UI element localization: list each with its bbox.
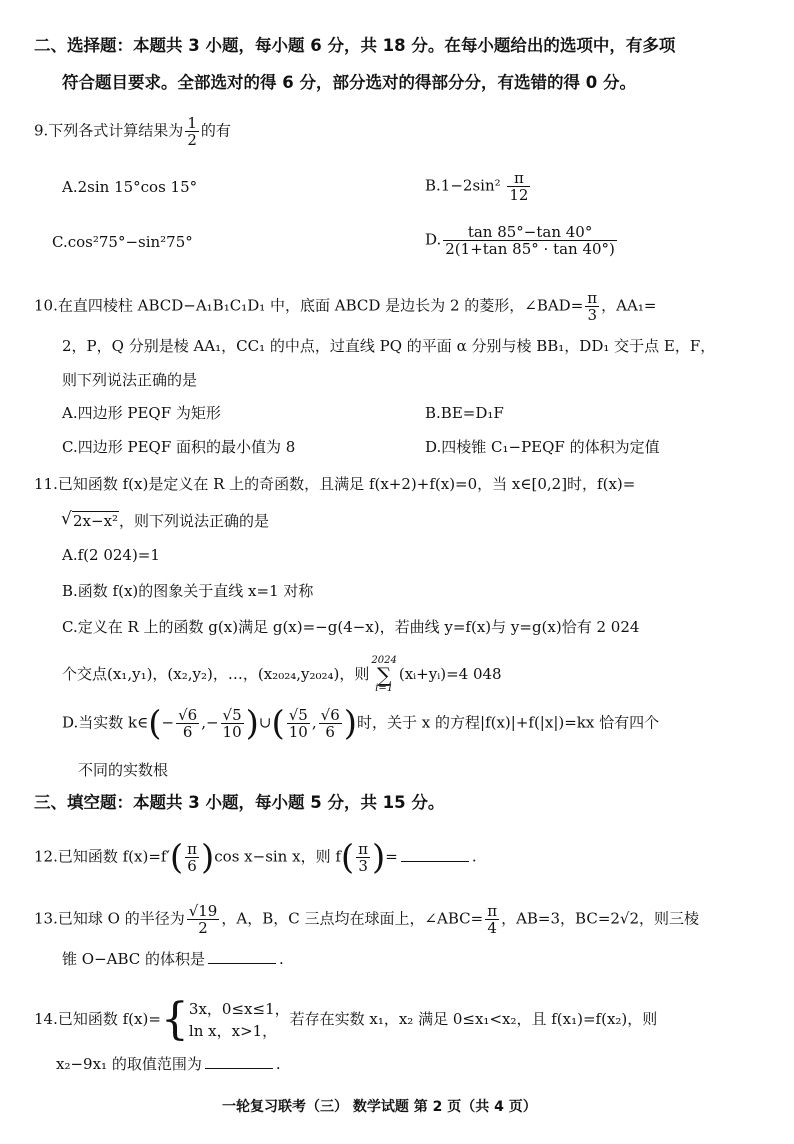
q14-text-d: . [275, 1055, 281, 1073]
q11-option-c-line1: C.定义在 R 上的函数 g(x)满足 g(x)=−g(4−x)，若曲线 y=f(x)与 y=g(x)恰有 2 024 [62, 618, 640, 636]
q11-option-c-line2 [62, 656, 502, 694]
q9-option-d-label: D. [425, 230, 442, 249]
fraction-numerator: π [187, 840, 197, 858]
union-symbol: ∪ [258, 713, 272, 732]
left-brace: { [160, 994, 189, 1045]
fraction-numerator: √6 [320, 706, 340, 724]
q10-angle-fraction [585, 290, 599, 323]
q13-line1 [34, 903, 699, 936]
fraction-numerator: 1 [187, 114, 197, 132]
q11-line1: 11.已知函数 f(x)是定义在 R 上的奇函数，且满足 f(x+2)+f(x)=0，当 x∈[0,2]时，f(x)= [34, 475, 636, 493]
q9-option-b [425, 170, 532, 203]
page-footer: 一轮复习联考（三） 数学试题 第 2 页（共 4 页） [222, 1099, 537, 1115]
q12-text-a: 12.已知函数 f(x)=f′ [34, 847, 170, 866]
q11-line2 [62, 511, 269, 531]
fraction-denominator: 6 [187, 857, 197, 875]
q14-line2-text: x₂−9x₁ 的取值范围为 [56, 1055, 202, 1073]
right-paren: ) [372, 837, 386, 878]
answer-blank[interactable] [208, 949, 276, 964]
q11-option-d-line2: 不同的实数根 [78, 761, 169, 779]
q14-line1 [34, 994, 658, 1045]
left-paren: ( [148, 703, 162, 744]
q11-d-fraction-2 [221, 707, 244, 740]
answer-blank[interactable] [401, 847, 469, 862]
fraction-denominator: 6 [182, 723, 193, 741]
q14-text-a: 14.已知函数 f(x)= [34, 1010, 161, 1028]
fraction-numerator: √5 [288, 706, 308, 724]
fraction-numerator: √6 [178, 706, 198, 724]
q9-stem [34, 115, 231, 148]
section3-title: 三、填空题：本题共 3 小题，每小题 5 分，共 15 分。 [34, 793, 445, 812]
q14-line2 [56, 1054, 281, 1074]
q12-line [34, 837, 477, 878]
summation-symbol: 2024 ∑ i=1 [371, 655, 397, 694]
fraction-denominator: 2 [198, 919, 208, 937]
fraction-numerator: tan 85°−tan 40° [443, 224, 617, 241]
q13-line2 [62, 949, 284, 969]
fraction-denominator: 2(1+tan 85° · tan 40°) [445, 240, 615, 258]
q10-line1-text-b: ，AA₁= [601, 296, 657, 315]
q11-option-a: A.f(2 024)=1 [62, 546, 160, 564]
q13-text-a: 13.已知球 O 的半径为 [34, 909, 185, 928]
q9-option-d-fraction [443, 224, 617, 257]
fraction-denominator: 10 [288, 723, 308, 741]
q10-option-c: C.四边形 PEQF 面积的最小值为 8 [62, 438, 296, 456]
fraction-numerator: π [507, 170, 530, 187]
left-paren: ( [340, 837, 355, 878]
q12-text-d: . [471, 847, 477, 866]
q11-option-c-text-a: 个交点(x₁,y₁)，(x₂,y₂)，…，(x₂₀₂₄,y₂₀₂₄)，则 [62, 665, 370, 683]
q13-line2-text: 锥 O−ABC 的体积是 [62, 950, 206, 968]
fraction-denominator: 10 [222, 723, 242, 741]
fraction-numerator: √19 [188, 902, 218, 920]
q12-fraction-2 [356, 841, 370, 874]
q10-option-d: D.四棱锥 C₁−PEQF 的体积为定值 [425, 438, 660, 456]
q12-text-b: cos x−sin x，则 f [214, 847, 341, 866]
q11-option-c-text-b: (xᵢ+yᵢ)=4 048 [398, 665, 502, 683]
q9-option-b-fraction [507, 170, 530, 203]
fraction-denominator: 3 [587, 306, 597, 324]
q11-d-fraction-4 [319, 707, 342, 740]
q11-sqrt-expression [62, 511, 119, 531]
q14-case-1: 3x，0≤x≤1， [188, 1000, 290, 1018]
q13-angle-fraction [485, 903, 499, 936]
answer-blank[interactable] [205, 1054, 273, 1069]
fraction-denominator: 4 [487, 919, 497, 937]
fraction-denominator: 12 [509, 186, 529, 204]
q10-line2: 2，P，Q 分别是棱 AA₁，CC₁ 的中点，过直线 PQ 的平面 α 分别与棱 BB₁，DD₁ 交于点 E，F， [62, 337, 716, 355]
q9-stem-text-b: 的有 [200, 121, 231, 140]
fraction-numerator: π [358, 840, 369, 858]
q11-option-d-text-a: D.当实数 k∈ [62, 713, 149, 732]
q10-option-b: B.BE=D₁F [425, 404, 504, 422]
right-paren: ) [201, 837, 215, 878]
q10-line1-text-a: 10.在直四棱柱 ABCD−A₁B₁C₁D₁ 中，底面 ABCD 是边长为 2 的菱形，∠BAD= [34, 296, 584, 315]
q9-option-c: C.cos²75°−sin²75° [52, 233, 193, 251]
left-paren: ( [169, 837, 184, 878]
q9-stem-text-a: 9.下列各式计算结果为 [34, 121, 184, 140]
sqrt-radicand: 2x−x² [73, 512, 119, 530]
q10-line3: 则下列说法正确的是 [62, 371, 198, 389]
sigma-upper-limit: 2024 [371, 655, 397, 666]
left-paren: ( [271, 703, 285, 744]
q9-option-b-text: B.1−2sin² [425, 176, 506, 195]
fraction-denominator: 6 [325, 723, 335, 741]
q10-option-a: A.四边形 PEQF 为矩形 [62, 404, 221, 422]
right-paren: ) [343, 703, 358, 744]
q12-text-c: = [385, 847, 398, 866]
section2-title-line2: 符合题目要求。全部选对的得 6 分，部分选对的得部分分，有选错的得 0 分。 [62, 73, 636, 92]
q13-text-d: . [279, 950, 284, 968]
q11-d-fraction-3 [287, 707, 310, 740]
q10-line1 [34, 290, 656, 323]
q14-text-b: 若存在实数 x₁，x₂ 满足 0≤x₁<x₂，且 f(x₁)=f(x₂)，则 [289, 1010, 658, 1028]
q11-line2-text: ，则下列说法正确的是 [119, 512, 270, 530]
q12-fraction-1 [185, 841, 199, 874]
fraction-numerator: π [587, 289, 598, 307]
q9-option-d [425, 224, 619, 257]
q14-case-2: ln x，x>1， [188, 1022, 278, 1040]
sigma-lower-limit: i=1 [375, 683, 394, 694]
fraction-denominator: 2 [187, 131, 197, 149]
q9-stem-fraction [185, 115, 199, 148]
q11-option-d-line1: D.当实数 k∈(− $\frac{√6}{6}$ ,− $\frac{√5}{10}$ )∪( $\frac{√5}{10}$ , $\frac{√6}{6}$ )时，关于 x 的方程|f(x)|+f(|x|)=kx 恰有四个 [62, 703, 660, 744]
fraction-numerator: π [487, 902, 498, 920]
q11-option-b: B.函数 f(x)的图象关于直线 x=1 对称 [62, 582, 314, 600]
q9-option-a: A.2sin 15°cos 15° [62, 178, 198, 196]
q11-d-fraction-1 [176, 707, 199, 740]
fraction-denominator: 3 [358, 857, 368, 875]
section2-title-line1: 二、选择题：本题共 3 小题，每小题 6 分，共 18 分。在每小题给出的选项中，有多项 [34, 36, 676, 55]
fraction-numerator: √5 [222, 706, 242, 724]
q14-piecewise-cases [189, 998, 290, 1042]
q13-radius-fraction [187, 903, 220, 936]
q11-option-d-text-b: 时，关于 x 的方程|f(x)|+f(|x|)=kx 恰有四个 [357, 713, 660, 732]
q13-text-b: ，A，B，C 三点均在球面上，∠ABC= [221, 909, 484, 928]
right-paren: ) [245, 703, 259, 744]
q13-text-c: ，AB=3，BC=2√2，则三棱 [501, 909, 700, 928]
